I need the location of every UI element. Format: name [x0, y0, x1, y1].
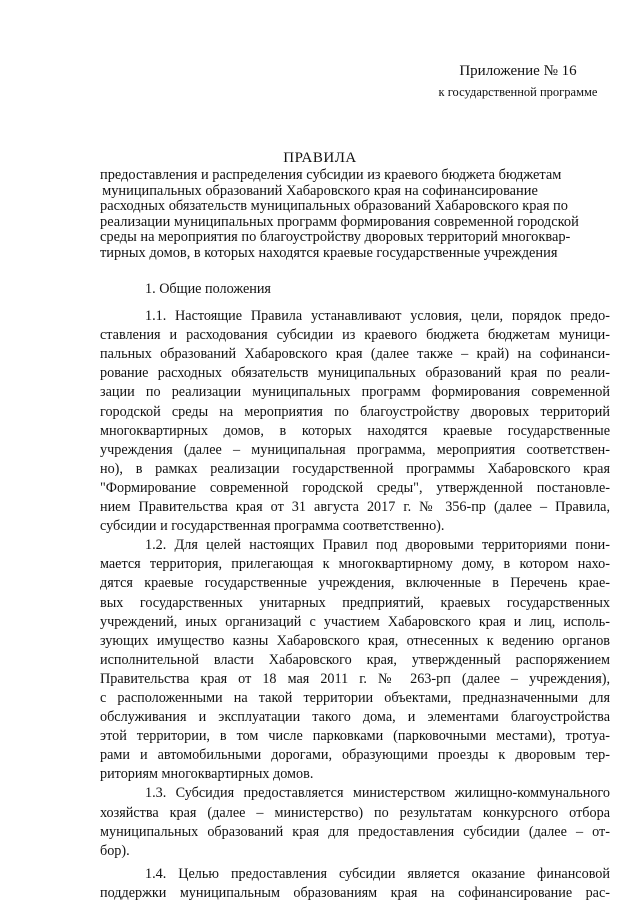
paragraph-line: с расположенными на такой территории объектами, предназначенными для [100, 689, 610, 706]
paragraph-line: рование расходных обязательств муниципальных образований края по реали- [100, 365, 610, 382]
paragraph-line: субсидии и государственная программа соответственно). [100, 518, 445, 535]
paragraph-line: ставления и расходования субсидии из краевого бюджета бюджетам муници- [100, 327, 610, 344]
paragraph-line: 1.2. Для целей настоящих Правил под дворовыми территориями пони- [145, 537, 610, 554]
section-heading: 1. Общие положения [145, 281, 271, 297]
paragraph-line: но), в рамках реализации государственной программы Хабаровского края [100, 460, 610, 477]
paragraph-line: пальных образований Хабаровского края (далее также – край) на софинанси- [100, 346, 610, 363]
paragraph-line: рами и автомобильными дорогами, образующими проезды к дворовым тер- [100, 747, 610, 764]
paragraph-line: "Формирование современной городской среды", утвержденной постановле- [100, 479, 610, 496]
paragraph-line: бор). [100, 842, 130, 859]
paragraph-line: вых государственных унитарных предприятий, краевых государственных [100, 594, 610, 611]
subtitle-line: муниципальных образований Хабаровского края на софинансирование [102, 182, 538, 199]
paragraph-line: 1.3. Субсидия предоставляется министерством жилищно-коммунального [145, 785, 610, 802]
appendix-header [418, 62, 618, 101]
paragraph-line: зации по реализации муниципальных программ формирования современной [100, 384, 610, 401]
paragraph-line: обслуживания и эксплуатации такого дома, и элементами благоустройства [100, 709, 610, 726]
paragraph-line: этой территории, в том числе парковками (парковочными местами), тротуа- [100, 728, 610, 745]
appendix-reference: к государственной программе [438, 85, 598, 99]
paragraph-line: зующих имущество казны Хабаровского края, отнесенных к ведению органов [100, 632, 610, 649]
subtitle-line: реализации муниципальных программ формирования современной городской [100, 213, 579, 230]
paragraph-line: учреждения (далее – муниципальная программа, мероприятия соответствен- [100, 441, 610, 458]
paragraph-line: дятся краевые государственные учреждения, включенные в Перечень крае- [100, 575, 610, 592]
subtitle-line: среды на мероприятия по благоустройству дворовых территорий многоквар- [100, 229, 571, 245]
paragraph-line: поддержки муниципальным образованиям края на софинансирование рас- [100, 884, 610, 901]
subtitle-line: расходных обязательств муниципальных образований Хабаровского края по [100, 198, 568, 214]
paragraph-line: исполнительной власти Хабаровского края, утвержденный распоряжением [100, 651, 610, 668]
paragraph [100, 784, 610, 860]
document-subtitle [100, 167, 579, 261]
paragraph-line: хозяйства края (далее – министерство) по результатам конкурсного отбора [100, 804, 610, 821]
document-body [100, 280, 610, 903]
paragraph-line: Правительства края от 18 мая 2011 г. № 263-рп (далее – учреждения), [100, 670, 610, 687]
paragraph [100, 307, 610, 536]
document-title: ПРАВИЛА [283, 150, 357, 166]
paragraph-line: учреждений, иных организаций с участием Хабаровского края и лиц, исполь- [100, 613, 610, 630]
paragraph-line: мается территория, прилегающая к многоквартирному дому, в котором нахо- [100, 556, 610, 573]
paragraph-line: нием Правительства края от 31 августа 2017 г. № 356-пр (далее – Правила, [100, 499, 610, 516]
paragraph-line: 1.1. Настоящие Правила устанавливают условия, цели, порядок предо- [145, 308, 610, 325]
paragraph [100, 865, 610, 903]
subtitle-line: предоставления и распределения субсидии из краевого бюджета бюджетам [100, 167, 562, 183]
paragraph-line: муниципальных образований края для предоставления субсидии (далее – от- [100, 823, 610, 840]
paragraph-line: 1.4. Целью предоставления субсидии является оказание финансовой [145, 865, 610, 882]
paragraph-line: риториям многоквартирных домов. [100, 766, 314, 783]
appendix-number: Приложение № 16 [459, 63, 577, 79]
subtitle-line: тирных домов, в которых находятся краевые государственные учреждения [100, 244, 558, 261]
paragraph [100, 536, 610, 784]
paragraph-line: городской среды на мероприятия по благоустройству дворовых территорий [100, 403, 610, 420]
paragraph-line: многоквартирных домов, в которых находятся краевые государственные [100, 422, 610, 439]
